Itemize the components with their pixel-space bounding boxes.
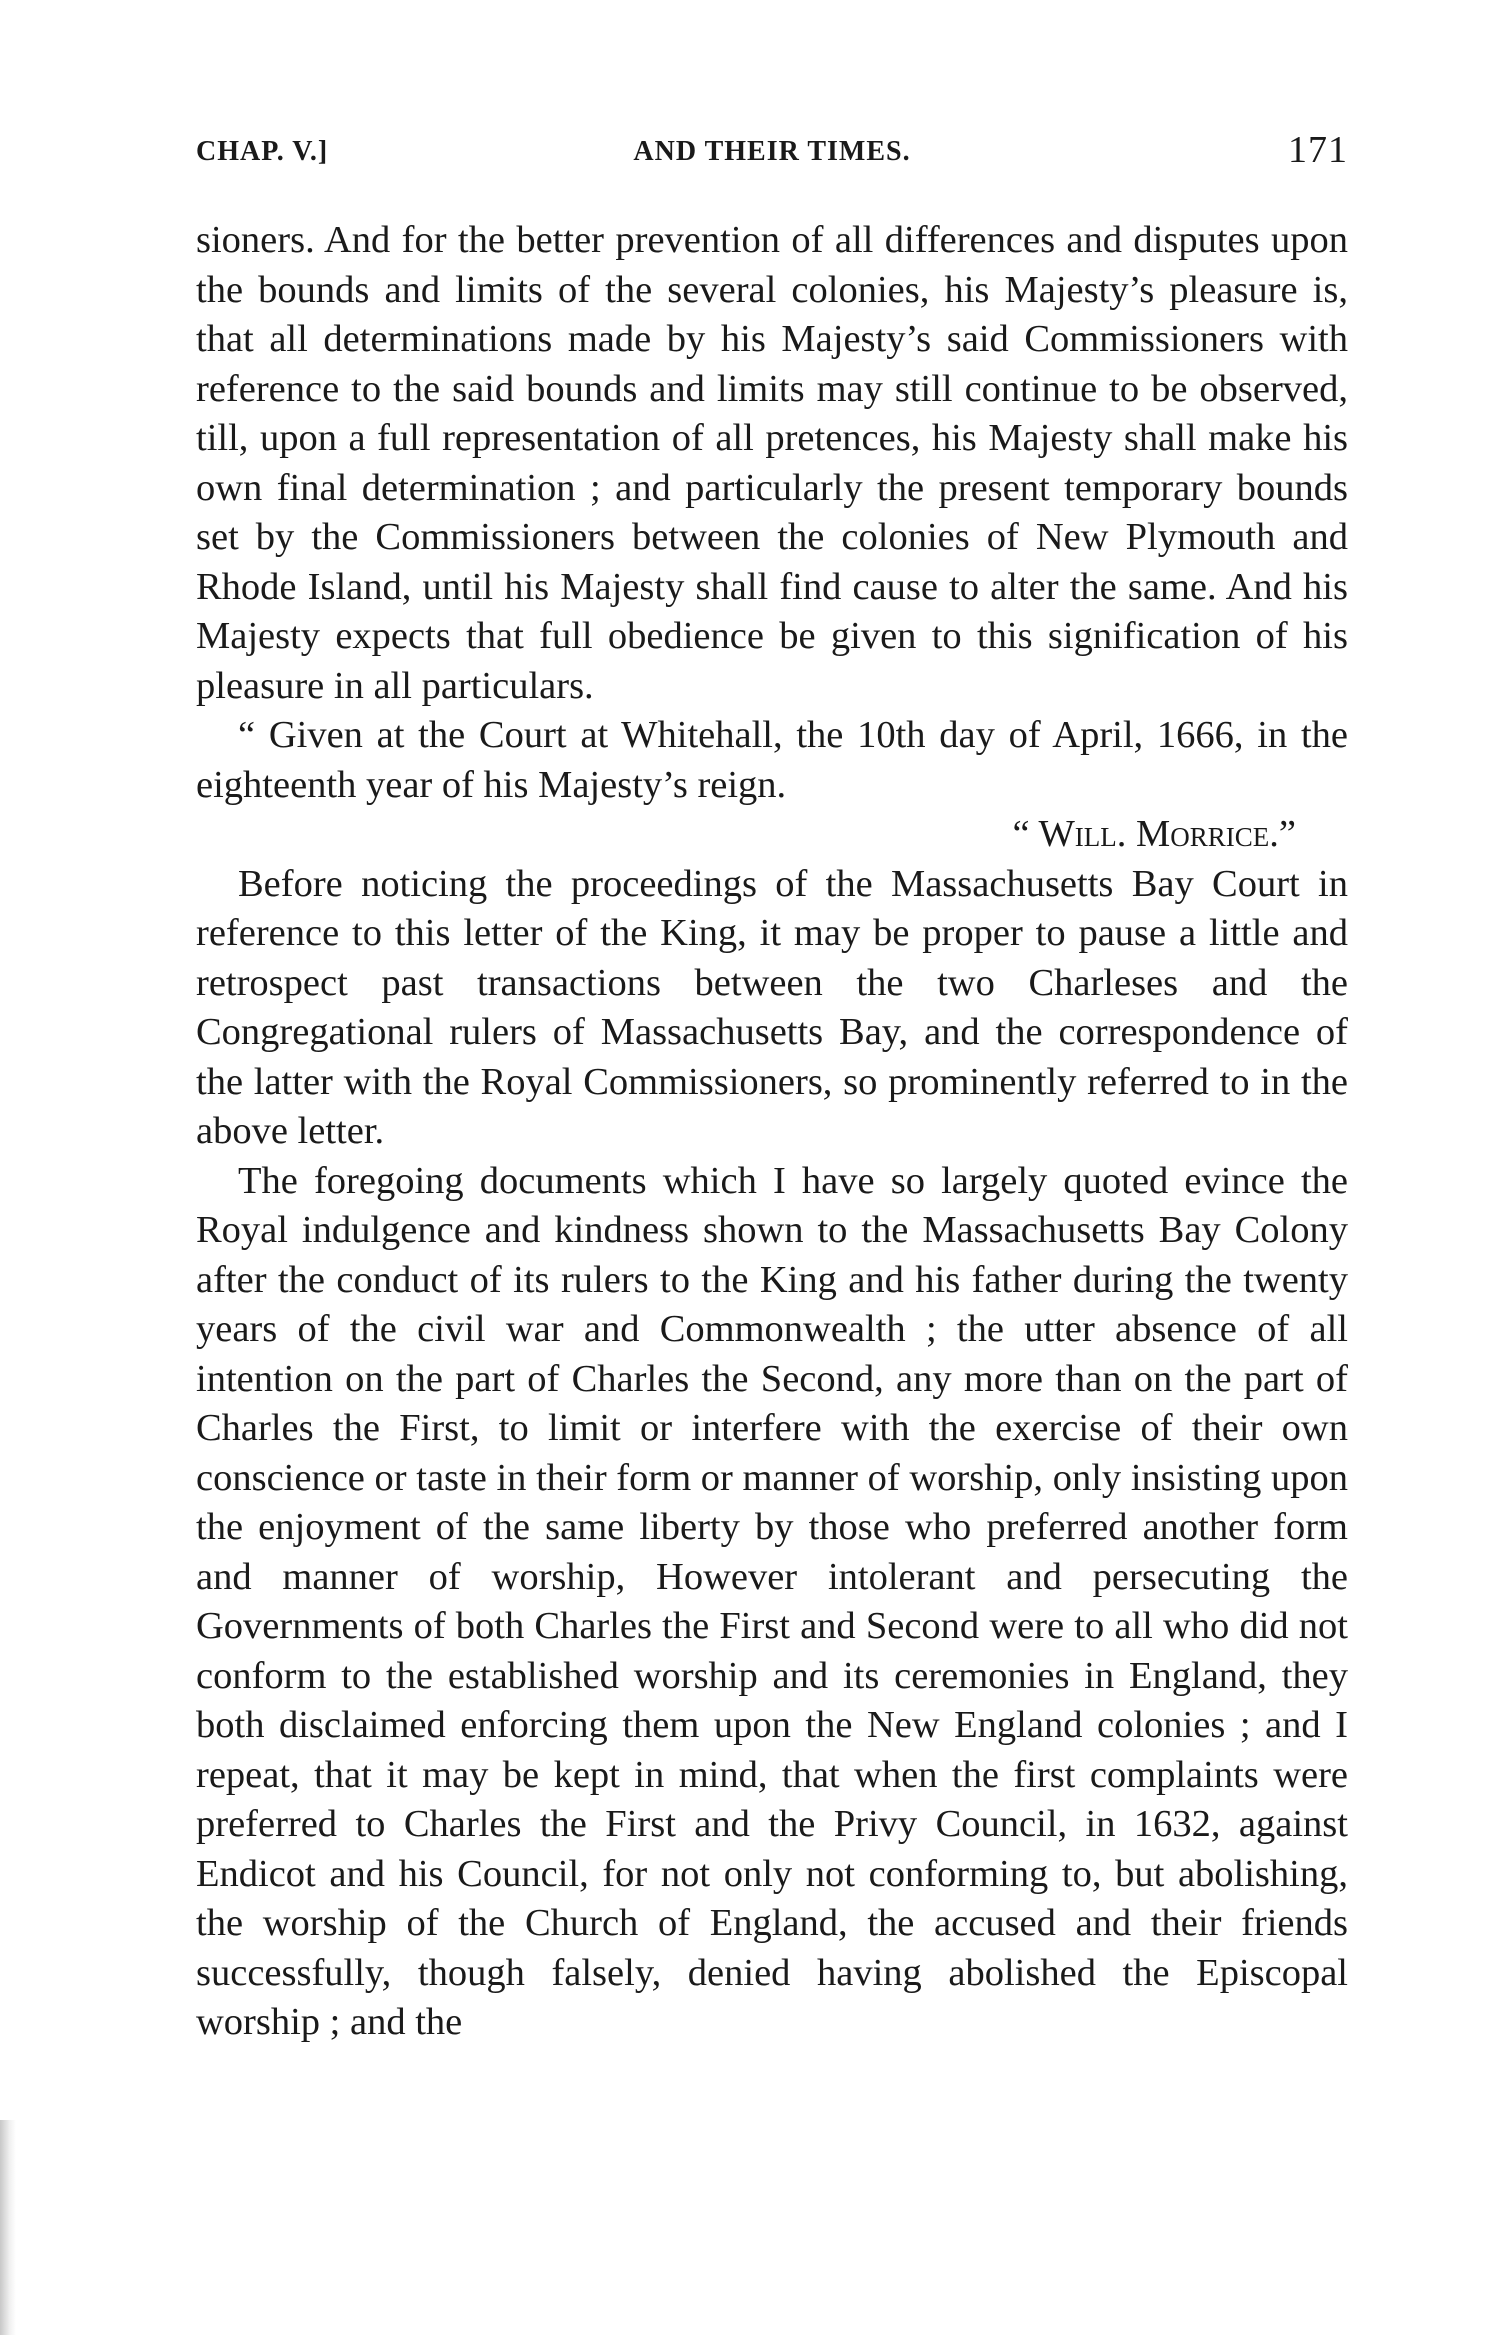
paragraph-letter-continuation: sioners. And for the better prevention of all differences and disputes upon the bounds and limits of the several colonies, his Majesty’s pleasure is, that all determinations made by his Majesty’s said Commissioners with reference to the said bounds and limits may still continue to be observed, till, upon a full representation of all pretences, his Majesty shall make his own final determination ; and particularly the present temporary bounds set by the Commissioners between the colonies of New Plymouth and Rhode Island, until his Majesty shall find cause to alter the same. And his Majesty expects that full obedience be given to this signification of his pleasure in all particulars. (196, 219, 1348, 707)
running-title: AND THEIR TIMES. (633, 136, 911, 167)
running-header (196, 128, 1348, 188)
page-edge-shadow (0, 2120, 16, 2335)
page-body (196, 216, 1348, 2048)
paragraph-letter-dateline: “ Given at the Court at Whitehall, the 10th day of April, 1666, in the eighteenth year of his Majesty’s reign. (196, 714, 1348, 806)
paragraph-before-noticing: Before noticing the proceedings of the Massachusetts Bay Court in reference to this letter of the King, it may be proper to pause a little and retrospect past transactions between the two Charleses and the Congregational rulers of Massachusetts Bay, and the correspondence of the latter with the Royal Commissioners, so prominently referred to in the above letter. (196, 862, 1348, 1152)
book-page (196, 128, 1348, 2048)
chapter-label: CHAP. V.] (196, 136, 329, 167)
page-number: 171 (1288, 129, 1348, 171)
paragraph-foregoing-documents: The foregoing documents which I have so largely quoted evince the Royal indulgence and kindness shown to the Massachusetts Bay Colony after the conduct of its rulers to the King and his father during the twenty years of the civil war and Commonwealth ; the utter absence of all intention on the part of Charles the Second, any more than on the part of Charles the First, to limit or interfere with the exercise of their own conscience or taste in their form or manner of worship, only insisting upon the enjoyment of the same liberty by those who preferred another form and manner of worship, However intolerant and persecuting the Governments of both Charles the First and Second were to all who did not conform to the established worship and its ceremonies in England, they both disclaimed enforcing them upon the New England colonies ; and I repeat, that it may be kept in mind, that when the first complaints were preferred to Charles the First and the Privy Council, in 1632, against Endicot and his Council, for not only not conforming to, but abolishing, the worship of the Church of England, the accused and their friends successfully, though falsely, denied having abolished the Episcopal worship ; and the (196, 1159, 1348, 2043)
letter-signature: “ Will. Morrice.” (1012, 813, 1296, 855)
